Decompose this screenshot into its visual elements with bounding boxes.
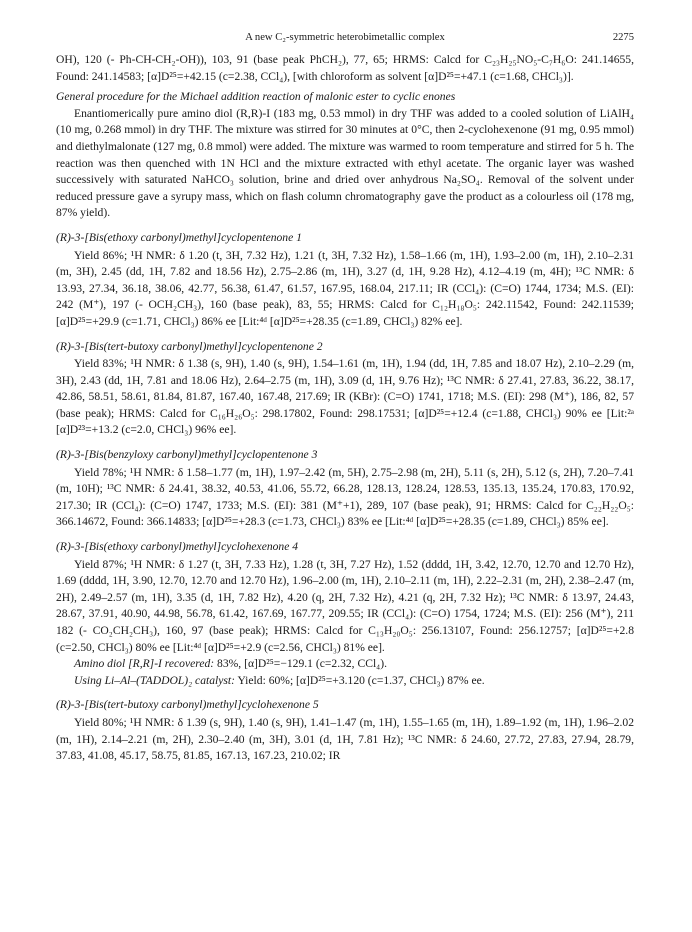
compound-data-4: Yield 87%; ¹H NMR: δ 1.27 (t, 3H, 7.33 Hz), 1.28 (t, 3H, 7.27 Hz), 1.52 (dddd, 1H, 3.42, 12.70, 12.70 and 12.70 Hz), 1.69 (dddd, 1H, 3.90, 12.70, 12.70 and 12.70 Hz), 1.96–2.00 (m, 1H), 2.10–2.11 (m, 1H), 2.22–2.31 (m, 2H), 2.38–2.47 (m, 2H), 2.49–2.57 (m, 1H), 3.35 (d, 1H, 7.82 Hz), 4.20 (q, 2H, 7.32 Hz), 4.21 (q, 2H, 7.32 Hz); ¹³C NMR: δ 13.97, 24.43, 28.67, 37.91, 40.90, 44.98, 56.78, 61.42, 167.69, 167.77, 209.55; IR (CCl₄): (C=O) 1754, 1724; M.S. (EI): 256 (M⁺), 211 182 (- CO₂CH₂CH₃), 160, 97 (base peak); HRMS: Calcd for C₁₃H₂₀O₅: 256.13107, Found: 256.12757; [α]D²⁵=+2.8 (c=2.50, CHCl₃) 80% ee [Lit:⁴ᵈ [α]D²⁵=+2.9 (c=2.56, CHCl₃) 81% ee]. xyxy=(56,557,634,654)
catalyst-note-label: Using Li–Al–(TADDOL)₂ catalyst: xyxy=(74,673,235,687)
recovered-note xyxy=(56,656,634,673)
compound-data-5: Yield 80%; ¹H NMR: δ 1.39 (s, 9H), 1.40 (s, 9H), 1.41–1.47 (m, 1H), 1.55–1.65 (m, 1H), 1.89–1.92 (m, 1H), 1.96–2.02 (m, 1H), 2.14–2.21 (m, 2H), 2.30–2.40 (m, 3H), 3.01 (d, 1H, 7.81 Hz); ¹³C NMR: δ 24.60, 27.72, 27.83, 27.94, 28.79, 37.83, 41.08, 45.17, 58.75, 81.85, 167.13, 167.23, 210.02; IR xyxy=(56,715,634,763)
compound-heading-4: (R)-3-[Bis(ethoxy carbonyl)methyl]cyclohexenone 4 xyxy=(56,540,299,554)
compound-heading-1: (R)-3-[Bis(ethoxy carbonyl)methyl]cyclopentenone 1 xyxy=(56,230,302,244)
compound-data-2: Yield 83%; ¹H NMR: δ 1.38 (s, 9H), 1.40 (s, 9H), 1.54–1.61 (m, 1H), 1.94 (dd, 1H, 7.85 and 18.07 Hz), 2.10–2.29 (m, 3H), 2.43 (dd, 1H, 7.81 and 18.06 Hz), 2.64–2.75 (m, 1H), 3.09 (d, 1H, 9.76 Hz); ¹³C NMR: δ 27.41, 27.83, 36.22, 38.17, 42.86, 58.51, 58.61, 81.84, 81.87, 167.40, 167.48, 217.69; IR (KBr): (C=O) 1741, 1718; M.S. (EI): 298 (M⁺), 186, 82, 57 (base peak); HRMS: Calcd for C₁₆H₂₆O₅: 298.17802, Found: 298.17531; [α]D²⁵=+12.4 (c=1.88, CHCl₃) 90% ee [Lit:²ᵃ [α]D²³=+13.2 (c=2.0, CHCl₃) 96% ee]. xyxy=(56,357,634,437)
procedure-paragraph: Enantiomerically pure amino diol (R,R)-I (183 mg, 0.53 mmol) in dry THF was added to a cooled solution of LiAlH₄ (10 mg, 0.268 mmol) in dry THF. The mixture was stirred for 30 minutes at 0°C, then 2-cyclohexenone (91 mg, 0.95 mmol) and diethylmalonate (127 mg, 0.8 mmol) were added. The mixture was warmed to room temperature and stirred for 5 h. The reaction was then quenched with 1N HCl and the mixture extracted with ethyl acetate. The organic layer was washed successively with saturated NaHCO₃ solution, brine and dried over anhydrous Na₂SO₄. Removal of the solvent under reduced pressure gave a syrupy mass, which on flash column chromatography gave the product as a colourless oil (178 mg, 87% yield). xyxy=(56,106,634,220)
section-heading: General procedure for the Michael addition reaction of malonic ester to cyclic enones xyxy=(56,90,456,104)
page-number: 2275 xyxy=(612,32,634,43)
running-title: A new C₂-symmetric heterobimetallic complex xyxy=(245,32,445,43)
catalyst-note xyxy=(56,673,634,690)
compound-heading-2: (R)-3-[Bis(tert-butoxy carbonyl)methyl]cyclopentenone 2 xyxy=(56,339,323,353)
continued-paragraph: OH), 120 (- Ph-CH-CH₂-OH)), 103, 91 (base peak PhCH₂), 77, 65; HRMS: Calcd for C₂₃H₂₅NO₅-C₇H₆O: 241.14655, Found: 241.14583; [α]D²⁵=+42.15 (c=2.38, CCl₄), [with chloroform as solvent [α]D²⁵=+47.1 (c=1.68, CHCl₃)]. xyxy=(56,53,634,83)
running-head xyxy=(56,30,634,52)
compound-heading-3: (R)-3-[Bis(benzyloxy carbonyl)methyl]cyclopentenone 3 xyxy=(56,448,318,462)
recovered-note-text: 83%, [α]D²⁵=−129.1 (c=2.32, CCl₄). xyxy=(214,657,387,671)
compound-data-3: Yield 78%; ¹H NMR: δ 1.58–1.77 (m, 1H), 1.97–2.42 (m, 5H), 2.75–2.98 (m, 2H), 5.11 (s, 2H), 5.12 (s, 2H), 7.20–7.41 (m, 10H); ¹³C NMR: δ 24.41, 38.32, 40.53, 41.06, 55.72, 66.28, 128.13, 128.24, 128.53, 135.13, 135.24, 170.83, 170.92, 217.30; IR (CCl₄): (C=O) 1747, 1733; M.S. (EI): 381 (M⁺+1), 289, 107 (base peak), 91; HRMS: Calcd for C₂₂H₂₂O₅: 366.14672, Found: 366.14833; [α]D²⁵=+28.3 (c=1.73, CHCl₃) 83% ee [Lit:⁴ᵈ [α]D²⁵=+28.35 (c=1.89, CHCl₃) 85% ee]. xyxy=(56,465,634,529)
compound-heading-5: (R)-3-[Bis(tert-butoxy carbonyl)methyl]cyclohexenone 5 xyxy=(56,698,319,712)
compound-data-1: Yield 86%; ¹H NMR: δ 1.20 (t, 3H, 7.32 Hz), 1.21 (t, 3H, 7.32 Hz), 1.58–1.66 (m, 1H), 1.93–2.00 (m, 1H), 2.10–2.31 (m, 3H), 2.45 (dd, 1H, 7.82 and 18.56 Hz), 2.75–2.86 (m, 1H), 3.27 (d, 1H, 9.28 Hz), 4.12–4.19 (m, 4H); ¹³C NMR: δ 13.93, 27.34, 36.18, 38.06, 42.77, 56.38, 61.47, 61.57, 167.95, 168.04, 217.11; IR (CCl₄): (C=O) 1744, 1734; M.S. (EI): 242 (M⁺), 197 (- OCH₂CH₃), 160 (base peak), 83, 55; HRMS: Calcd for C₁₂H₁₈O₅: 242.11542, Found: 242.11539; [α]D²⁵=+29.9 (c=1.71, CHCl₃) 86% ee [Lit:⁴ᵈ [α]D²⁵=+28.35 (c=1.89, CHCl₃) 82% ee]. xyxy=(56,248,634,328)
catalyst-note-text: Yield: 60%; [α]D²⁵=+3.120 (c=1.37, CHCl₃) 87% ee. xyxy=(234,673,485,687)
recovered-note-label: Amino diol [R,R]-I recovered: xyxy=(74,657,215,671)
